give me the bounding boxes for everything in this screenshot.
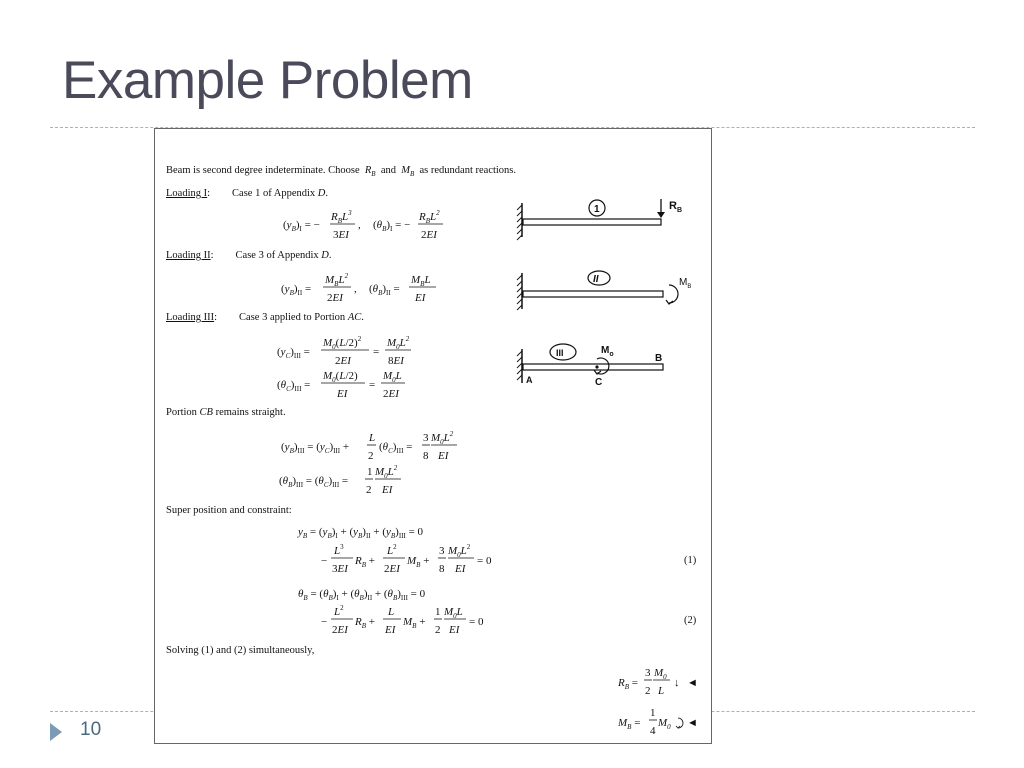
- svg-text:(yB)I = −: $(y_B)_I$ = −: [283, 219, 320, 233]
- svg-text:2: 2: [645, 685, 651, 697]
- result-rb: [618, 664, 708, 705]
- svg-text:M0(L/2)2: $M_0(L/2)^2$: [323, 335, 362, 351]
- svg-text:,: ,: [358, 219, 361, 231]
- svg-text:EI: EI: [415, 292, 426, 304]
- svg-text:EI: EI: [449, 624, 460, 636]
- equation-loading-2: [281, 269, 481, 310]
- svg-text:(θC)III =: $(\theta_C)_{III}$ =: [379, 441, 413, 455]
- svg-text:RB +: $R_B$ +: [355, 616, 375, 630]
- svg-text:(θB)II =: $(\theta_B)_{II}$ =: [369, 283, 400, 297]
- svg-text:3EI: 3EI: [332, 563, 348, 575]
- svg-text:M0L2: $M_0L^2$: [387, 335, 410, 351]
- fig3-label: III: [556, 348, 564, 358]
- svg-text:MBL2: $M_BL^2$: [325, 272, 349, 288]
- fig1-label: 1: [594, 204, 600, 215]
- svg-text:MB +: $M_B$ +: [407, 555, 430, 569]
- svg-text:RBL2: $R_BL^2$: [419, 209, 440, 225]
- svg-text:=: =: [369, 379, 376, 391]
- svg-text:MB +: $M_B$ +: [403, 616, 426, 630]
- svg-text:EI: EI: [382, 484, 393, 496]
- svg-text:2EI: 2EI: [383, 388, 399, 400]
- fig3-c-label: C: [595, 377, 603, 388]
- svg-text:yB = (yB)I + (yB)II + (yB)III: $y_B = (y_B)_I + (y_B)_{II} + (y_B)_{III} = 0$: [298, 526, 424, 540]
- svg-text:(θC)III =: $(\theta_C)_{III}$ =: [277, 379, 311, 393]
- svg-text:(θB)I = −: $(\theta_B)_I$ = −: [373, 219, 411, 233]
- svg-text:L2: $L^2$: [387, 543, 397, 557]
- svg-text:(yB)II =: $(y_B)_{II}$ =: [281, 283, 312, 297]
- svg-text:L2: $L^2$: [334, 604, 344, 618]
- loading-2-heading: Loading II: Case 3 of Appendix D.: [166, 250, 332, 261]
- fig2-load-label: $M_B$: [679, 277, 692, 290]
- footer-arrow-icon: [50, 723, 62, 741]
- loading-3-heading: Loading III: Case 3 applied to Portion AC.: [166, 312, 364, 323]
- svg-text:1: 1: [435, 606, 441, 618]
- beam-figure-3: [517, 339, 707, 396]
- svg-text:M0L: $M_0L$: [444, 606, 463, 620]
- equation-loading-3b: [277, 367, 477, 406]
- svg-text:3EI: 3EI: [333, 229, 349, 241]
- svg-text:L3: $L^3$: [334, 543, 344, 557]
- svg-text:L: L: [388, 606, 395, 618]
- scanned-document: [154, 128, 712, 744]
- fig3-a-label: A: [526, 375, 533, 385]
- svg-text:M0L2: $M_0L^2$: [431, 430, 454, 446]
- beam-figure-2: [517, 265, 707, 320]
- svg-text:RB +: $R_B$ +: [355, 555, 375, 569]
- svg-text:= 0: = 0: [477, 555, 492, 567]
- equation-loading-1: [283, 207, 483, 248]
- intro-line: Beam is second degree indeterminate. Choose $R_B$ and $M_B$ as redundant reactions.: [166, 165, 517, 179]
- svg-text:◄: ◄: [687, 677, 698, 689]
- svg-text:M0: $M_0$: [658, 717, 671, 731]
- solving-line: Solving (1) and (2) simultaneously,: [166, 645, 315, 656]
- svg-text:MBL: $M_BL$: [411, 274, 431, 288]
- svg-text:8: 8: [439, 563, 445, 575]
- svg-text:=: =: [373, 346, 380, 358]
- svg-text:M0L2: $M_0L^2$: [375, 464, 398, 480]
- equation-2-number: (2): [684, 615, 697, 626]
- svg-text:RBL3: $R_BL^3$: [331, 209, 352, 225]
- svg-text:EI: EI: [438, 450, 449, 462]
- svg-text:L: L: [658, 685, 665, 697]
- equation-2: [321, 602, 521, 643]
- svg-text:2: 2: [435, 624, 441, 636]
- svg-text:EI: EI: [455, 563, 466, 575]
- svg-text:2: 2: [366, 484, 372, 496]
- svg-text:3: 3: [423, 432, 429, 444]
- svg-text:↓: ↓: [674, 677, 680, 689]
- svg-text:M0L: $M_0L$: [383, 370, 402, 384]
- slide-title: Example Problem: [62, 51, 473, 110]
- svg-text:8EI: 8EI: [388, 355, 404, 367]
- svg-text:−: −: [321, 616, 328, 628]
- svg-text:L: L: [369, 432, 376, 444]
- superposition-heading: Super position and constraint:: [166, 505, 292, 516]
- beam-figure-1: [517, 195, 707, 250]
- svg-text:M0: $M_0$: [654, 667, 667, 681]
- svg-text:= 0: = 0: [469, 616, 484, 628]
- svg-text:2EI: 2EI: [335, 355, 351, 367]
- svg-text:(yC)III =: $(y_C)_{III}$ =: [277, 346, 310, 360]
- svg-text:(yB)III = (yC)III +: $(y_B)_{III} = (y_C)_{III}$ +: [281, 441, 350, 455]
- equation-portion-2: [279, 463, 479, 502]
- svg-text:2EI: 2EI: [327, 292, 343, 304]
- fig2-label: II: [593, 274, 599, 285]
- result-mb: [618, 705, 708, 744]
- svg-text:RB =: $R_B$ =: [618, 677, 638, 691]
- svg-text:(θB)III = (θC)III =: $(\theta_B)_{III} = (\theta_C)_{III}$ =: [279, 475, 349, 489]
- svg-text:4: 4: [650, 725, 656, 737]
- svg-text:3: 3: [645, 667, 651, 679]
- fig3-moment-label: $M_o$: [601, 345, 614, 358]
- svg-text:M0L2: $M_0L^2$: [448, 543, 471, 559]
- page-number: 10: [80, 719, 102, 740]
- svg-text:1: 1: [367, 466, 373, 478]
- portion-cb-line: Portion CB remains straight.: [166, 407, 286, 418]
- svg-text:EI: EI: [385, 624, 396, 636]
- svg-text:M0(L/2): $M_0(L/2)$: [323, 370, 358, 384]
- svg-text:3: 3: [439, 545, 445, 557]
- svg-text:EI: EI: [337, 388, 348, 400]
- svg-text:−: −: [321, 555, 328, 567]
- equation-1: [321, 541, 521, 582]
- svg-text:8: 8: [423, 450, 429, 462]
- svg-text:2EI: 2EI: [421, 229, 437, 241]
- svg-text:2: 2: [368, 450, 374, 462]
- loading-1-heading: Loading I: Case 1 of Appendix D.: [166, 188, 329, 199]
- svg-text:◄: ◄: [687, 717, 698, 729]
- equation-1-number: (1): [684, 555, 697, 566]
- fig3-b-label: B: [655, 353, 663, 364]
- svg-text:MB =: $M_B$ =: [618, 717, 641, 731]
- svg-text:θB = (θB)I + (θB)II + (θB)III: $\theta_B = (\theta_B)_I + (\theta_B)_{II} + (\theta_B)_{III} = 0$: [298, 588, 426, 602]
- svg-text:,: ,: [354, 283, 357, 295]
- svg-text:2EI: 2EI: [332, 624, 348, 636]
- fig1-load-label: $R_B$: [669, 200, 683, 214]
- svg-text:1: 1: [650, 707, 656, 719]
- svg-text:2EI: 2EI: [384, 563, 400, 575]
